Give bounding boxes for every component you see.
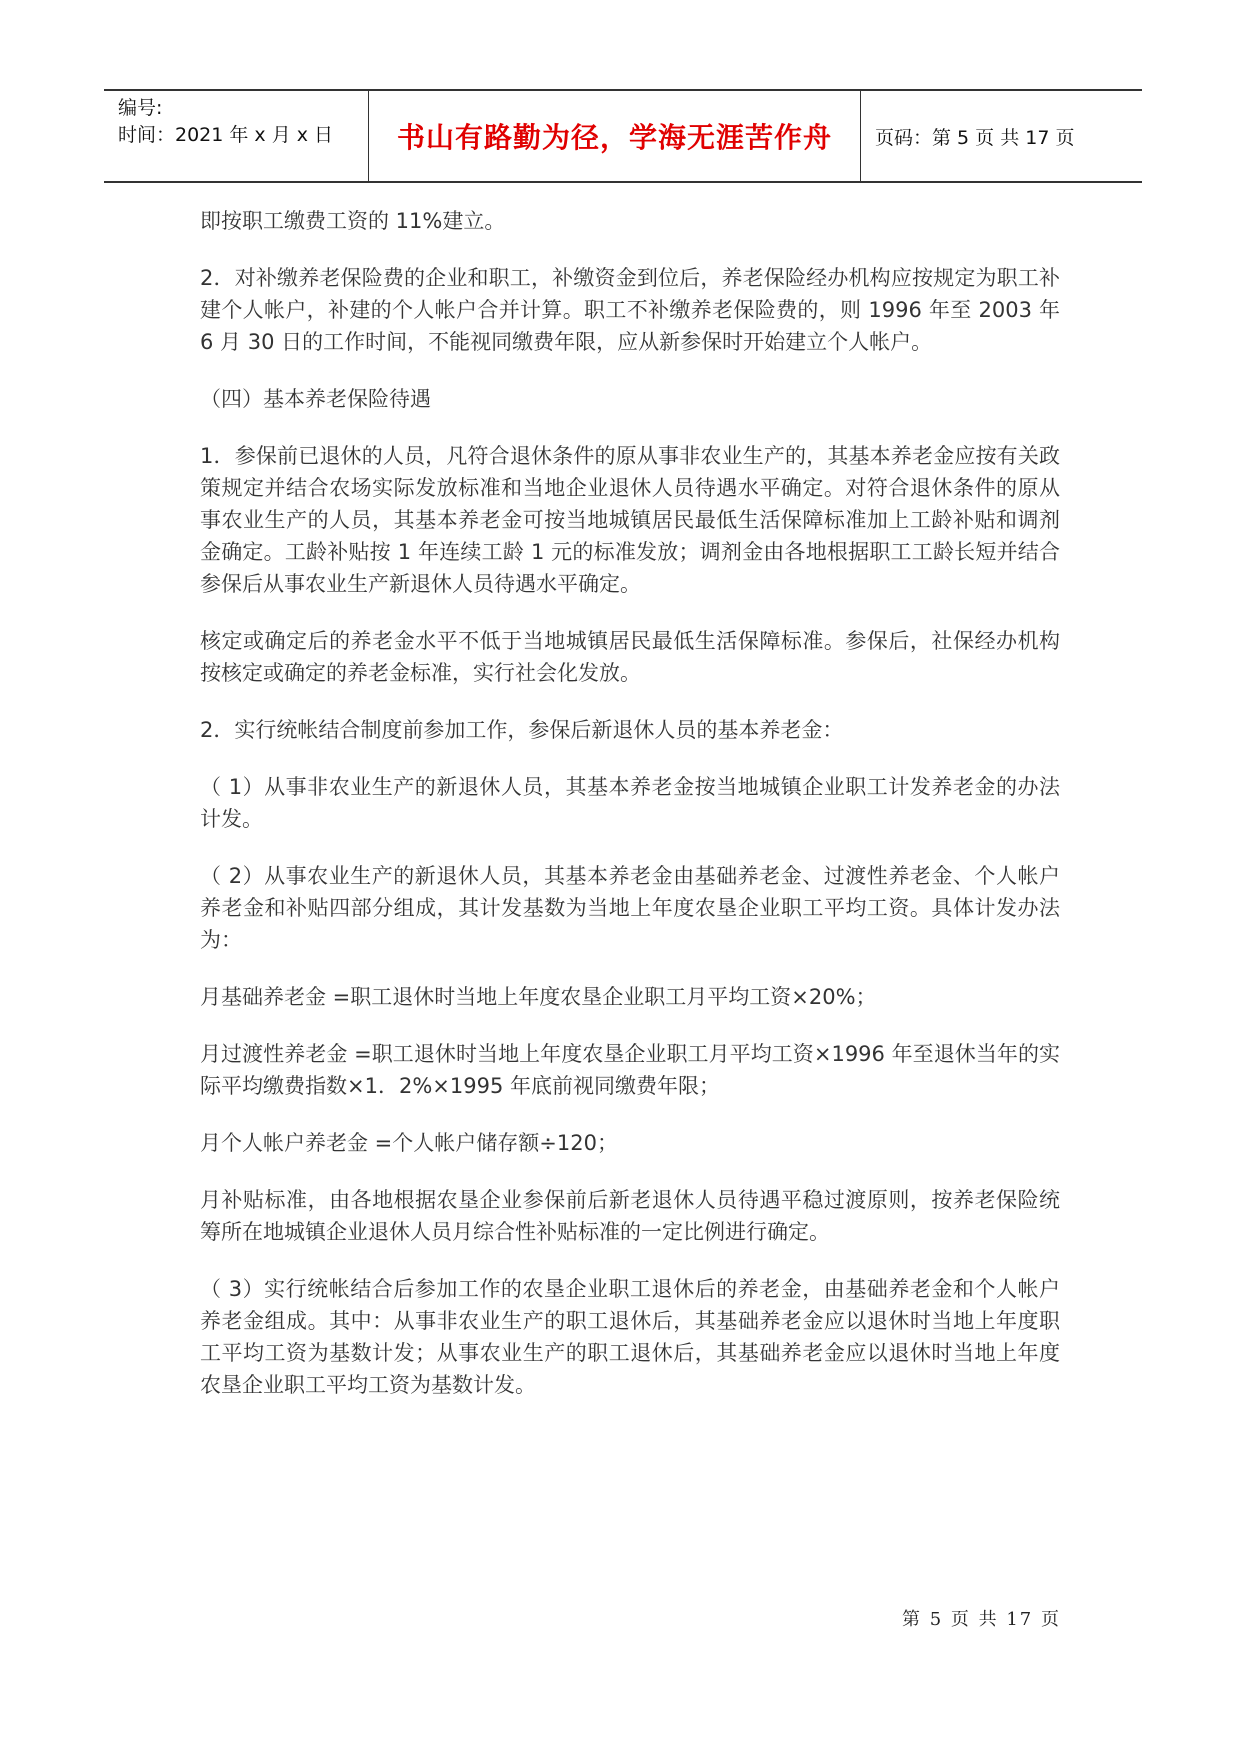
paragraph: （ 2）从事农业生产的新退休人员，其基本养老金由基础养老金、过渡性养老金、个人帐户养老金和补贴四部分组成，其计发基数为当地上年度农垦企业职工平均工资。具体计发办法为：: [200, 864, 1060, 952]
section-heading: （四）基本养老保险待遇: [200, 387, 431, 411]
formula-line: 月过渡性养老金 =职工退休时当地上年度农垦企业职工月平均工资×1996 年至退休当年的实际平均缴费指数×1．2%×1995 年底前视同缴费年限；: [200, 1042, 1060, 1098]
paragraph: 月补贴标准，由各地根据农垦企业参保前后新老退休人员待遇平稳过渡原则，按养老保险统筹所在地城镇企业退休人员月综合性补贴标准的一定比例进行确定。: [200, 1188, 1060, 1244]
header-left-cell: [104, 91, 369, 181]
header-motto: 书山有路勤为径，学海无涯苦作舟: [369, 91, 861, 181]
page-footer-number: 第 5 页 共 17 页: [902, 1609, 1061, 1630]
paragraph: 即按职工缴费工资的 11%建立。: [200, 209, 506, 233]
formula-line: 月个人帐户养老金 =个人帐户储存额÷120；: [200, 1131, 618, 1155]
header-page-code: 页码：第 5 页 共 17 页: [875, 126, 1075, 149]
paragraph: 2．对补缴养老保险费的企业和职工，补缴资金到位后，养老保险经办机构应按规定为职工补建个人帐户，补建的个人帐户合并计算。职工不补缴养老保险费的，则 1996 年至 2003 年 6 月 30 日的工作时间，不能视同缴费年限，应从新参保时开始建立个人帐户。: [200, 266, 1060, 354]
paragraph: （ 3）实行统帐结合后参加工作的农垦企业职工退休后的养老金，由基础养老金和个人帐户养老金组成。其中：从事非农业生产的职工退休后，其基础养老金应以退休时当地上年度职工平均工资为基数计发；从事农业生产的职工退休后，其基础养老金应以退休时当地上年度农垦企业职工平均工资为基数计发。: [200, 1277, 1060, 1397]
paragraph: 2．实行统帐结合制度前参加工作，参保后新退休人员的基本养老金：: [200, 718, 844, 742]
document-time-label: 时间：2021 年 x 月 x 日: [118, 124, 334, 146]
formula-line: 月基础养老金 =职工退休时当地上年度农垦企业职工月平均工资×20%；: [200, 985, 877, 1009]
document-number-label: 编号:: [118, 97, 163, 119]
paragraph: （ 1）从事非农业生产的新退休人员，其基本养老金按当地城镇企业职工计发养老金的办法计发。: [200, 775, 1060, 831]
paragraph: 核定或确定后的养老金水平不低于当地城镇居民最低生活保障标准。参保后，社保经办机构按核定或确定的养老金标准，实行社会化发放。: [200, 629, 1060, 685]
document-body: [200, 205, 1060, 1426]
paragraph: 1．参保前已退休的人员，凡符合退休条件的原从事非农业生产的，其基本养老金应按有关政策规定并结合农场实际发放标准和当地企业退休人员待遇水平确定。对符合退休条件的原从事农业生产的人员，其基本养老金可按当地城镇居民最低生活保障标准加上工龄补贴和调剂金确定。工龄补贴按 1 年连续工龄 1 元的标准发放；调剂金由各地根据职工工龄长短并结合参保后从事农业生产新退休人员待遇水平确定。: [200, 444, 1060, 596]
page-header: [104, 89, 1142, 183]
